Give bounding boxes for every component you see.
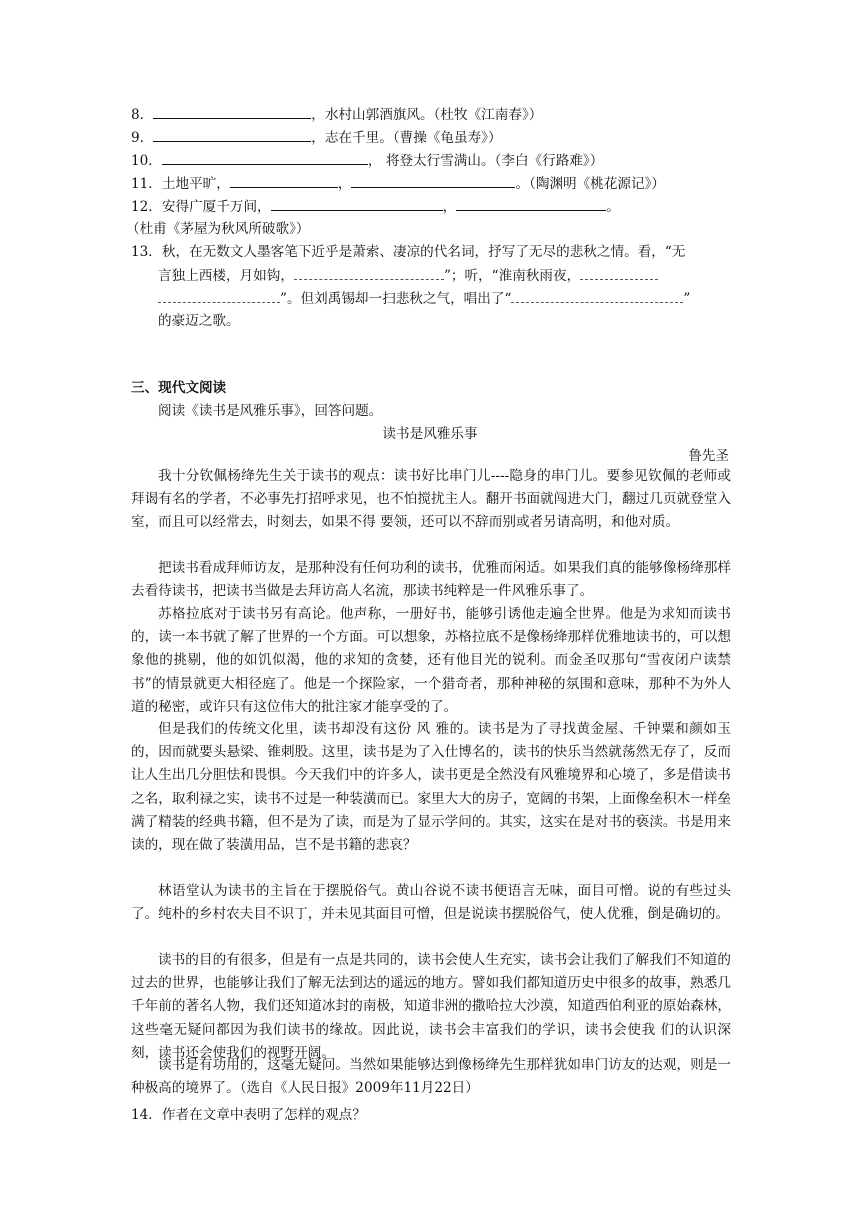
article-paragraph: 把读书看成拜师访友，是那种没有任何功利的读书，优雅而闲适。如果我们真的能够像杨绛那样去看待读书，把读书当做是去拜访高人名流，那读书纯粹是一件风雅乐事了。 [131, 560, 731, 600]
question-14: 14．作者在文章中表明了怎样的观点？ [131, 1107, 366, 1123]
question-13-line-4: 的豪迈之歌。 [158, 313, 240, 329]
question-10-blank[interactable] [162, 150, 368, 165]
article-paragraph: 读书是有功用的，这毫无疑问。当然如果能够达到像杨绛先生那样犹如串门访友的达观，则是一种极高的境界了。（选自《人民日报》2009年11月22日） [131, 1057, 731, 1097]
article-author: 鲁先圣 [688, 448, 729, 464]
question-10-text: ， 将登太行雪满山。（李白《行路难》） [367, 153, 604, 169]
section-heading: 三、现代文阅读 [131, 380, 227, 396]
article-title: 读书是风雅乐事 [382, 426, 478, 442]
question-11 [131, 173, 665, 194]
question-13-text-c: ”。但刘禹锡却一扫悲秋之气，唱出了“ [280, 291, 512, 307]
question-13-text-d: ” [683, 291, 691, 307]
question-12-sep: ， [442, 199, 457, 215]
question-12-head: 12．安得广厦千万间， [131, 199, 271, 215]
question-12-end: 。 [606, 199, 620, 215]
question-13-blank-2b[interactable] [158, 288, 280, 303]
question-8 [131, 104, 542, 125]
article-paragraph: 但是我们的传统文化里，读书却没有这份 风 雅的。读书是为了寻找黄金屋、千钟粟和颜如玉的，因而就要头悬梁、锥刺股。这里，读书是为了入仕博名的，读书的快乐当然就荡然无存了，反而让人生出几分胆怯和畏惧。今天我们中的许多人，读书更是全然没有风雅境界和心境了，多是借读书之名，取利禄之实，读书不过是一种装潢而已。家里大大的房子，宽阔的书架，上面像垒积木一样垒满了精装的经典书籍，但不是为了读，而是为了显示学问的。其实，这实在是对书的亵渎。书是用来读的，现在做了装潢用品，岂不是书籍的悲哀？ [131, 721, 731, 854]
question-11-blank-1[interactable] [230, 173, 338, 188]
question-8-blank[interactable] [153, 104, 311, 119]
question-12 [131, 196, 620, 217]
question-13-line-3 [158, 288, 690, 309]
article-paragraph: 读书的目的有很多，但是有一点是共同的，读书会使人生充实，读书会让我们了解我们不知道的过去的世界，也能够让我们了解无法到达的遥远的地方。譬如我们都知道历史中很多的故事，熟悉几千年前的著名人物，我们还知道冰封的南极，知道非洲的撒哈拉大沙漠，知道西伯利亚的原始森林，这些毫无疑问都因为我们读书的缘故。因此说，读书会丰富我们的学识，读书会使我 们的认识深刻，读书还会使我们的视野开阔。 [131, 952, 731, 1061]
question-10 [131, 150, 603, 171]
question-9-number: 9． [131, 130, 154, 146]
question-8-number: 8． [131, 107, 154, 123]
question-13-blank-2a[interactable] [580, 265, 658, 280]
question-11-blank-2[interactable] [351, 173, 515, 188]
question-11-head: 11．土地平旷， [131, 176, 230, 192]
question-9-blank[interactable] [153, 127, 311, 142]
question-11-sep: ， [337, 176, 352, 192]
question-12-blank-2[interactable] [456, 196, 606, 211]
question-13-text-b: ”；听，“淮南秋雨夜， [443, 268, 581, 284]
question-13-blank-1[interactable] [294, 265, 444, 280]
question-13-blank-3[interactable] [511, 288, 683, 303]
question-10-number: 10． [131, 153, 162, 169]
question-12-source: （杜甫《茅屋为秋风所破歌》） [126, 221, 310, 237]
article-paragraph: 苏格拉底对于读书另有高论。他声称，一册好书，能够引诱他走遍全世界。他是为求知而读书的，读一本书就了解了世界的一个方面。可以想象，苏格拉底不是像杨绛那样优雅地读书的，可以想象他的挑剔，他的如饥似渴，他的求知的贪婪，还有他目光的锐利。而金圣叹那句“雪夜闭户读禁书”的情景就更大相径庭了。他是一个探险家，一个猎奇者，那种神秘的氛围和意味，那种不为外人道的秘密，或许只有这位伟大的批注家才能享受的了。 [131, 606, 731, 715]
section-intro: 阅读《读书是风雅乐事》，回答问题。 [158, 403, 383, 419]
article-paragraph: 我十分钦佩杨绛先生关于读书的观点：读书好比串门儿----隐身的串门儿。要参见钦佩的老师或拜谒有名的学者，不必事先打招呼求见，也不怕搅扰主人。翻开书面就闯进大门，翻过几页就登堂入室，而且可以经常去，时刻去，如果不得 要领，还可以不辞而别或者另请高明，和他对质。 [131, 468, 731, 531]
question-11-text: 。（陶渊明《桃花源记》） [515, 176, 665, 192]
question-12-blank-1[interactable] [271, 196, 443, 211]
question-13-text-a: 言独上西楼，月如钩， [158, 268, 294, 284]
question-9 [131, 127, 502, 148]
question-13-line-2 [158, 265, 658, 286]
question-13-line-1: 13．秋，在无数文人墨客笔下近乎是萧索、凄凉的代名词，抒写了无尽的悲秋之情。看，“无 [131, 244, 686, 260]
question-8-text: ，水村山郭酒旗风。（杜牧《江南春》） [311, 107, 543, 123]
question-9-text: ，志在千里。（曹操《龟虽寿》） [311, 130, 502, 146]
article-paragraph: 林语堂认为读书的主旨在于摆脱俗气。黄山谷说不读书便语言无味，面目可憎。说的有些过头了。纯朴的乡村农夫目不识丁，并未见其面目可憎，但是说读书摆脱俗气，使人优雅，倒是确切的。 [131, 883, 731, 923]
